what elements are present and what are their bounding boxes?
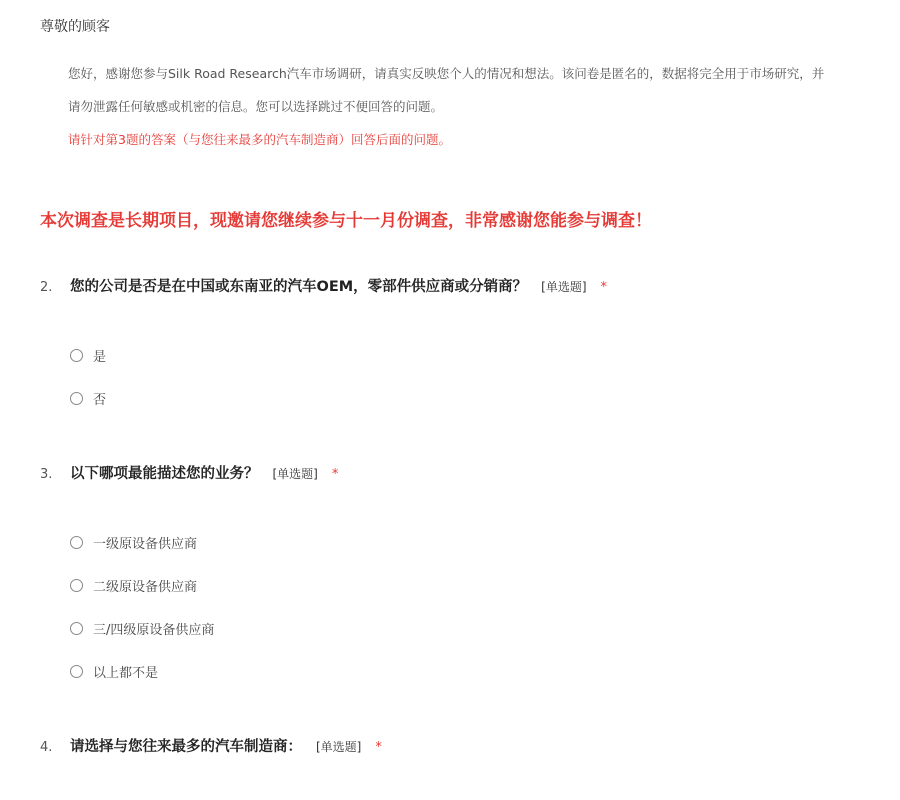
question-text: 以下哪项最能描述您的业务？ <box>70 466 259 482</box>
radio-button[interactable] <box>70 392 83 405</box>
question-4 <box>40 735 382 756</box>
question-type-tag: [单选题] <box>316 740 362 754</box>
option-label: 以上都不是 <box>93 666 159 681</box>
question-number: 4. <box>40 740 53 755</box>
notice-banner: 本次调查是长期项目，现邀请您继续参与十一月份调查，非常感谢您能参与调查！ <box>40 211 652 231</box>
question-text: 您的公司是否是在中国或东南亚的汽车OEM，零部件供应商或分销商？ <box>70 279 528 295</box>
intro-line-2: 请勿泄露任何敏感或机密的信息。您可以选择跳过不便回答的问题。 <box>68 99 444 114</box>
required-marker: * <box>331 467 339 482</box>
q2-option-no[interactable] <box>70 389 106 408</box>
question-number: 2. <box>40 280 53 295</box>
q3-option-tier3-4[interactable] <box>70 619 214 638</box>
q3-option-tier1[interactable] <box>70 533 197 552</box>
intro-instruction: 请针对第3题的答案（与您往来最多的汽车制造商）回答后面的问题。 <box>68 132 451 147</box>
question-type-tag: [单选题] <box>541 280 587 294</box>
required-marker: * <box>600 280 608 295</box>
intro-line-1: 您好，感谢您参与Silk Road Research汽车市场调研，请真实反映您个人的情况和想法。该问卷是匿名的，数据将完全用于市场研究，并 <box>68 66 825 81</box>
option-label: 是 <box>93 350 107 365</box>
radio-button[interactable] <box>70 579 83 592</box>
q3-option-none[interactable] <box>70 662 158 681</box>
radio-button[interactable] <box>70 536 83 549</box>
required-marker: * <box>375 740 382 755</box>
q2-option-yes[interactable] <box>70 346 106 365</box>
greeting-text: 尊敬的顾客 <box>40 19 110 35</box>
question-type-tag: [单选题] <box>272 467 318 481</box>
q3-option-tier2[interactable] <box>70 576 197 595</box>
intro-section <box>68 57 900 156</box>
option-label: 否 <box>93 393 107 408</box>
option-label: 二级原设备供应商 <box>93 580 198 595</box>
radio-button[interactable] <box>70 349 83 362</box>
radio-button[interactable] <box>70 665 83 678</box>
question-number: 3. <box>40 467 53 482</box>
option-label: 一级原设备供应商 <box>93 537 198 552</box>
option-label: 三/四级原设备供应商 <box>93 623 215 638</box>
radio-button[interactable] <box>70 622 83 635</box>
question-3 <box>40 462 338 483</box>
question-text: 请选择与您往来最多的汽车制造商： <box>70 739 302 755</box>
question-2 <box>40 275 607 296</box>
